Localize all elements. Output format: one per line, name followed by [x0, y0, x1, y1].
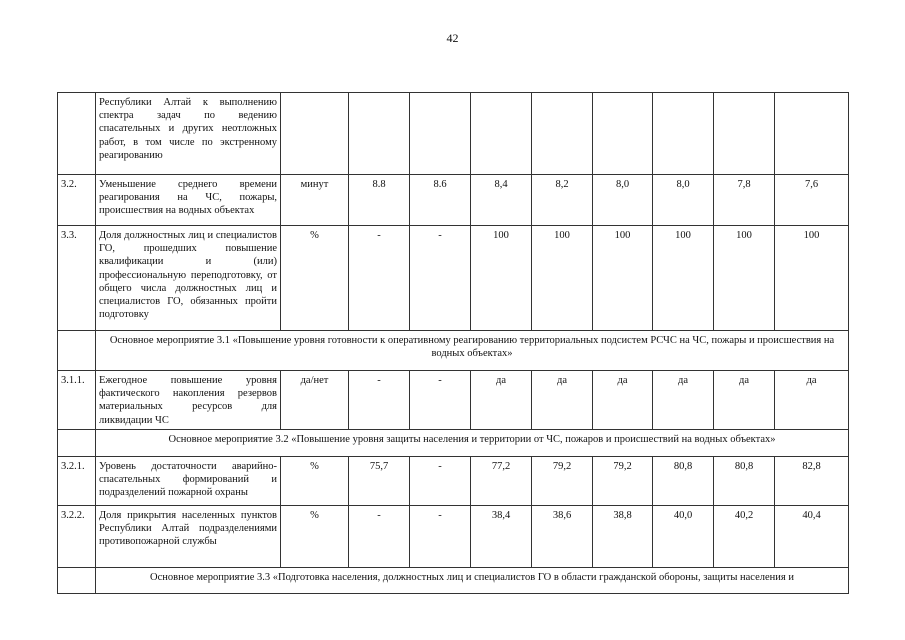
indicator-name: Доля должностных лиц и специалистов ГО, прошедших повышение квалификации и (или) профессиональную переподготовку, от общего числа должностных лиц и специалистов ГО, обязанных пройти подготовку: [96, 226, 281, 331]
value-cell: 8,0: [653, 175, 714, 226]
value-cell: да: [532, 371, 593, 430]
value-cell: 100: [653, 226, 714, 331]
row-number: [58, 429, 96, 456]
row-number: [58, 331, 96, 371]
value-cell: [593, 93, 653, 175]
value-cell: 100: [471, 226, 532, 331]
table-row: [58, 93, 849, 175]
value-cell: [532, 93, 593, 175]
value-cell: 40,4: [775, 505, 849, 567]
value-cell: 79,2: [532, 456, 593, 505]
value-cell: 8,2: [532, 175, 593, 226]
unit-cell: %: [281, 505, 349, 567]
value-cell: 80,8: [714, 456, 775, 505]
row-number: 3.1.1.: [58, 371, 96, 430]
indicator-name: Уменьшение среднего времени реагирования на ЧС, пожары, происшествия на водных объектах: [96, 175, 281, 226]
value-cell: [471, 93, 532, 175]
page-number: 42: [446, 31, 459, 45]
value-cell: 100: [593, 226, 653, 331]
value-cell: да: [653, 371, 714, 430]
value-cell: 40,0: [653, 505, 714, 567]
value-cell: 75,7: [349, 456, 410, 505]
value-cell: -: [349, 505, 410, 567]
value-cell: [410, 93, 471, 175]
value-cell: [653, 93, 714, 175]
value-cell: -: [410, 505, 471, 567]
value-cell: -: [410, 226, 471, 331]
value-cell: да: [714, 371, 775, 430]
section-title: Основное мероприятие 3.3 «Подготовка населения, должностных лиц и специалистов ГО в области гражданской обороны, защиты населения и: [96, 567, 849, 593]
table-row: [58, 505, 849, 567]
value-cell: 82,8: [775, 456, 849, 505]
value-cell: да: [775, 371, 849, 430]
table-row: [58, 175, 849, 226]
value-cell: 79,2: [593, 456, 653, 505]
row-number: 3.3.: [58, 226, 96, 331]
row-number: 3.2.1.: [58, 456, 96, 505]
row-number: 3.2.2.: [58, 505, 96, 567]
value-cell: -: [410, 456, 471, 505]
indicator-name: Ежегодное повышение уровня фактического накопления резервов материальных ресурсов для ликвидации ЧС: [96, 371, 281, 430]
table-row: [58, 371, 849, 430]
value-cell: -: [349, 371, 410, 430]
value-cell: 8,0: [593, 175, 653, 226]
value-cell: 40,2: [714, 505, 775, 567]
unit-cell: %: [281, 226, 349, 331]
value-cell: [714, 93, 775, 175]
row-number: 3.2.: [58, 175, 96, 226]
value-cell: 80,8: [653, 456, 714, 505]
value-cell: [775, 93, 849, 175]
value-cell: да: [471, 371, 532, 430]
table-row: [58, 456, 849, 505]
unit-cell: [281, 93, 349, 175]
section-row: [58, 331, 849, 371]
value-cell: 38,8: [593, 505, 653, 567]
value-cell: 100: [532, 226, 593, 331]
value-cell: 8,4: [471, 175, 532, 226]
unit-cell: да/нет: [281, 371, 349, 430]
value-cell: 38,4: [471, 505, 532, 567]
table-row: [58, 226, 849, 331]
row-number: [58, 567, 96, 593]
value-cell: 100: [714, 226, 775, 331]
value-cell: -: [349, 226, 410, 331]
section-row: [58, 567, 849, 593]
indicator-name: Уровень достаточности аварийно-спасательных формирований и подразделений пожарной охраны: [96, 456, 281, 505]
section-title: Основное мероприятие 3.2 «Повышение уровня защиты населения и территории от ЧС, пожаров и происшествий на водных объектах»: [96, 429, 849, 456]
indicators-table: [57, 92, 849, 594]
value-cell: 8.8: [349, 175, 410, 226]
value-cell: 38,6: [532, 505, 593, 567]
value-cell: [349, 93, 410, 175]
value-cell: 100: [775, 226, 849, 331]
value-cell: да: [593, 371, 653, 430]
value-cell: 7,8: [714, 175, 775, 226]
row-number: [58, 93, 96, 175]
indicator-name: Республики Алтай к выполнению спектра задач по ведению спасательных и других неотложных работ, в том числе по экстренному реагированию: [96, 93, 281, 175]
value-cell: 8.6: [410, 175, 471, 226]
indicator-name: Доля прикрытия населенных пунктов Республики Алтай подразделениями противопожарной службы: [96, 505, 281, 567]
unit-cell: минут: [281, 175, 349, 226]
value-cell: 77,2: [471, 456, 532, 505]
value-cell: -: [410, 371, 471, 430]
unit-cell: %: [281, 456, 349, 505]
section-title: Основное мероприятие 3.1 «Повышение уровня готовности к оперативному реагированию территориальных подсистем РСЧС на ЧС, пожары и происшествия на водных объектах»: [96, 331, 849, 371]
section-row: [58, 429, 849, 456]
value-cell: 7,6: [775, 175, 849, 226]
